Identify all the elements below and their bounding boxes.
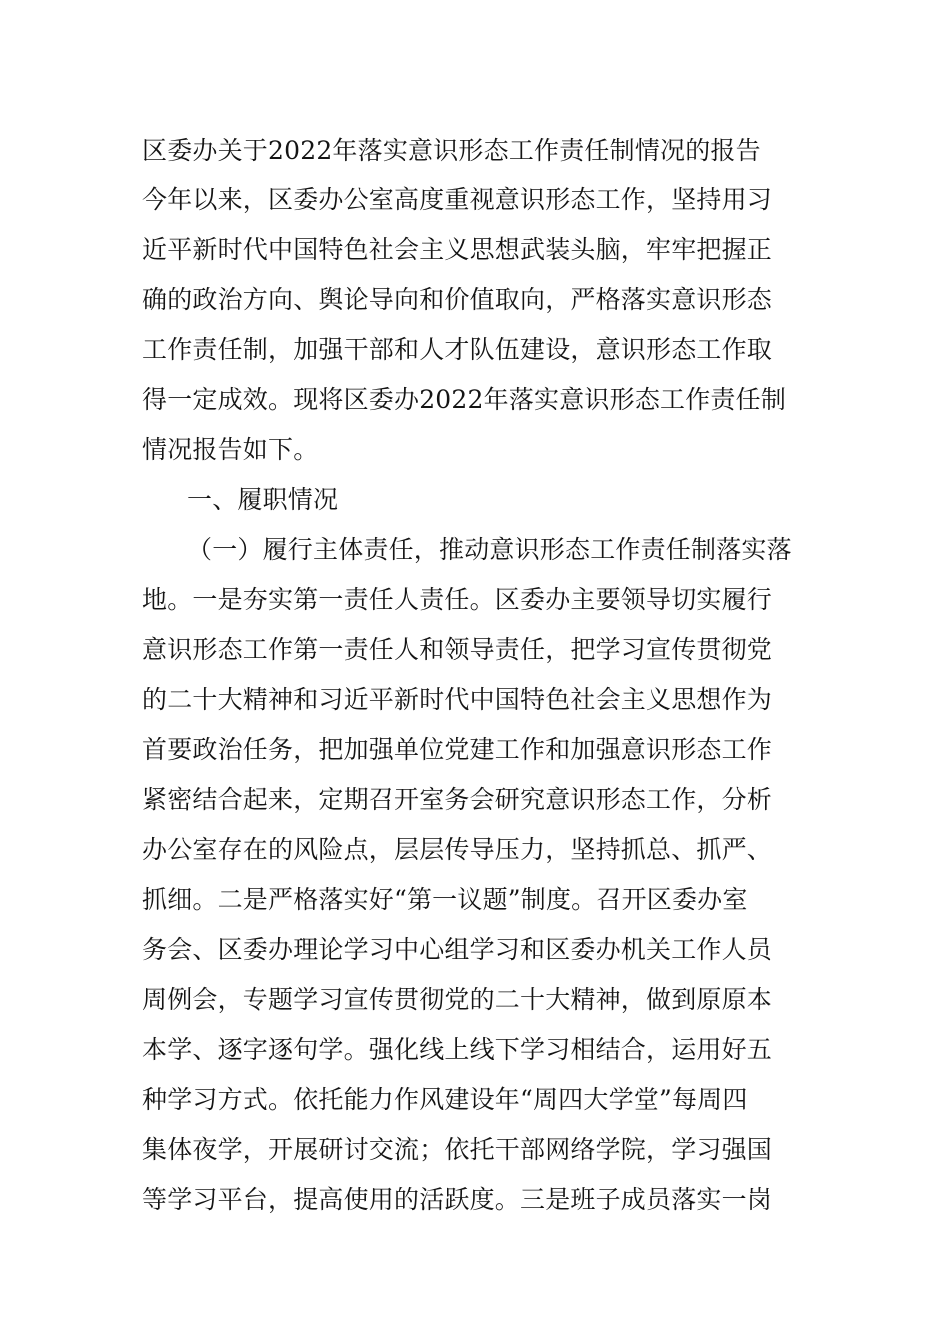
section-heading: 一、履职情况	[187, 485, 339, 514]
paragraph-line: 种学习方式。依托能力作风建设年“周四大学堂”每周四	[142, 1085, 748, 1114]
paragraph-line: 得一定成效。现将区委办2022年落实意识形态工作责任制	[142, 385, 787, 414]
paragraph-line: 地。一是夯实第一责任人责任。区委办主要领导切实履行	[142, 585, 773, 614]
paragraph-line: 本学、逐字逐句学。强化线上线下学习相结合，运用好五	[142, 1035, 773, 1064]
paragraph-line: 确的政治方向、舆论导向和价值取向，严格落实意识形态	[142, 285, 773, 314]
paragraph-line: 等学习平台，提高使用的活跃度。三是班子成员落实一岗	[142, 1185, 773, 1214]
subsection-heading-line: （一）履行主体责任，推动意识形态工作责任制落实落	[187, 535, 792, 564]
paragraph-line: 的二十大精神和习近平新时代中国特色社会主义思想作为	[142, 685, 773, 714]
paragraph-line: 紧密结合起来，定期召开室务会研究意识形态工作，分析	[142, 785, 773, 814]
paragraph-line: 办公室存在的风险点，层层传导压力，坚持抓总、抓严、	[142, 835, 773, 864]
paragraph-line: 近平新时代中国特色社会主义思想武装头脑，牢牢把握正	[142, 235, 773, 264]
paragraph-line: 情况报告如下。	[142, 435, 319, 464]
paragraph-line: 集体夜学，开展研讨交流；依托干部网络学院，学习强国	[142, 1135, 773, 1164]
paragraph-line: 工作责任制，加强干部和人才队伍建设，意识形态工作取	[142, 335, 773, 364]
paragraph-line: 务会、区委办理论学习中心组学习和区委办机关工作人员	[142, 935, 773, 964]
paragraph-line: 周例会，专题学习宣传贯彻党的二十大精神，做到原原本	[142, 985, 773, 1014]
paragraph-line: 首要政治任务，把加强单位党建工作和加强意识形态工作	[142, 735, 773, 764]
paragraph-line: 意识形态工作第一责任人和领导责任，把学习宣传贯彻党	[142, 635, 773, 664]
paragraph-line: 今年以来，区委办公室高度重视意识形态工作，坚持用习	[142, 185, 773, 214]
paragraph-line: 抓细。二是严格落实好“第一议题”制度。召开区委办室	[142, 885, 748, 914]
report-title: 区委办关于2022年落实意识形态工作责任制情况的报告	[142, 136, 761, 165]
